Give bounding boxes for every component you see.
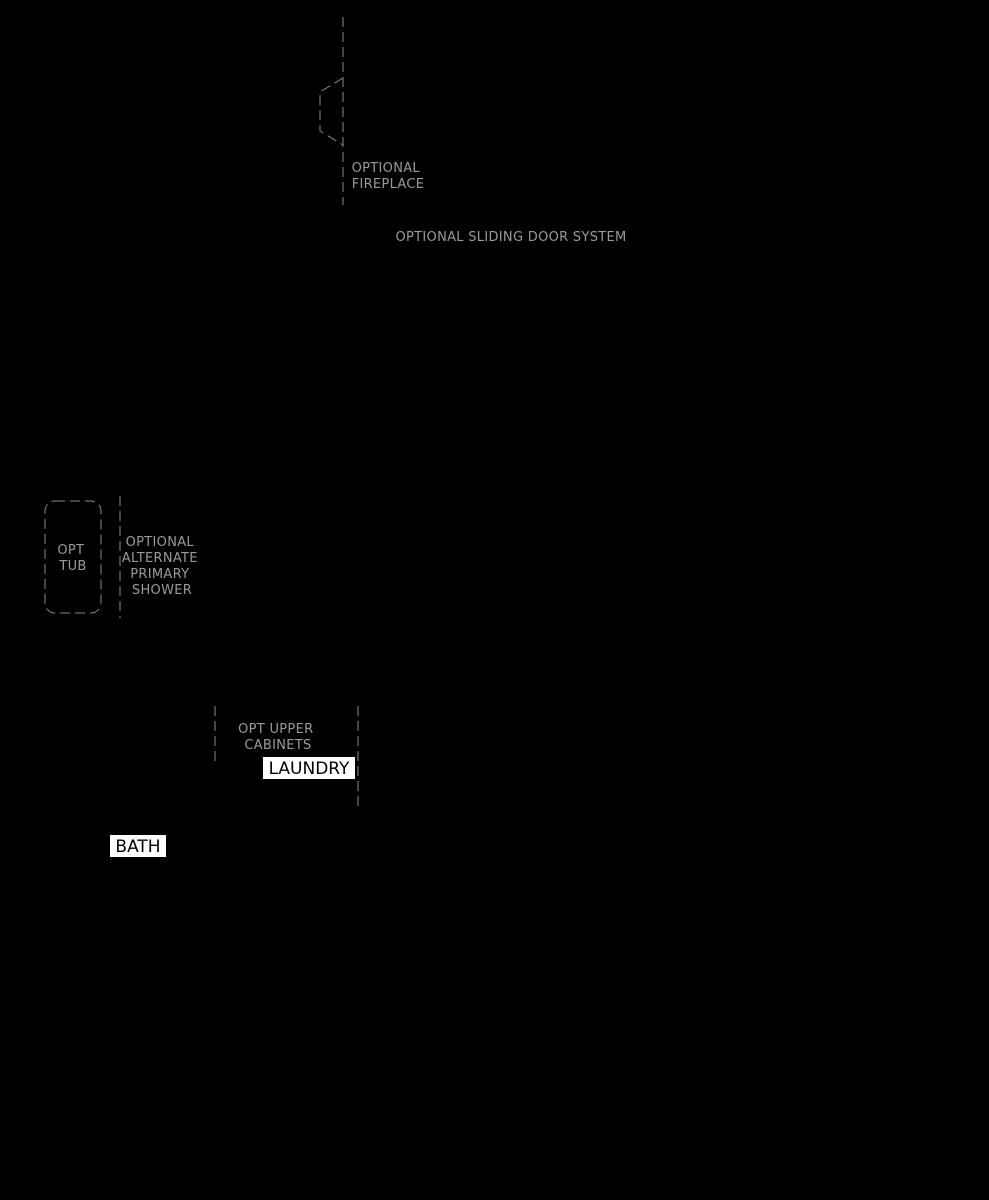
shower-label-line-2: ALTERNATE: [121, 551, 198, 566]
sliding-door-label: OPTIONAL SLIDING DOOR SYSTEM: [395, 230, 627, 245]
fireplace-label-line-1: OPTIONAL: [351, 161, 420, 176]
bath-room-label: BATH: [115, 837, 161, 857]
cabinets-label-line-2: CABINETS: [244, 738, 312, 753]
tub-label-line-1: OPT: [57, 543, 85, 558]
shower-label-line-1: OPTIONAL: [125, 535, 194, 550]
shower-label: [122, 535, 202, 598]
optional-fireplace: [320, 17, 424, 205]
shower-label-line-3: PRIMARY: [130, 567, 190, 582]
tub-label: [57, 543, 88, 574]
cabinets-label: [238, 722, 318, 753]
tub-label-line-2: TUB: [59, 559, 87, 574]
bath-room-tag: [110, 835, 166, 857]
fireplace-outline: [320, 78, 343, 145]
fireplace-label: [352, 161, 425, 192]
cabinets-label-line-1: OPT UPPER: [238, 722, 314, 737]
optional-tub: [45, 501, 101, 613]
shower-label-line-4: SHOWER: [131, 583, 193, 598]
fireplace-label-line-2: FIREPLACE: [351, 177, 425, 192]
laundry-room-label: LAUNDRY: [268, 759, 350, 779]
laundry-room-tag: [263, 757, 355, 779]
optional-shower: [120, 496, 202, 618]
